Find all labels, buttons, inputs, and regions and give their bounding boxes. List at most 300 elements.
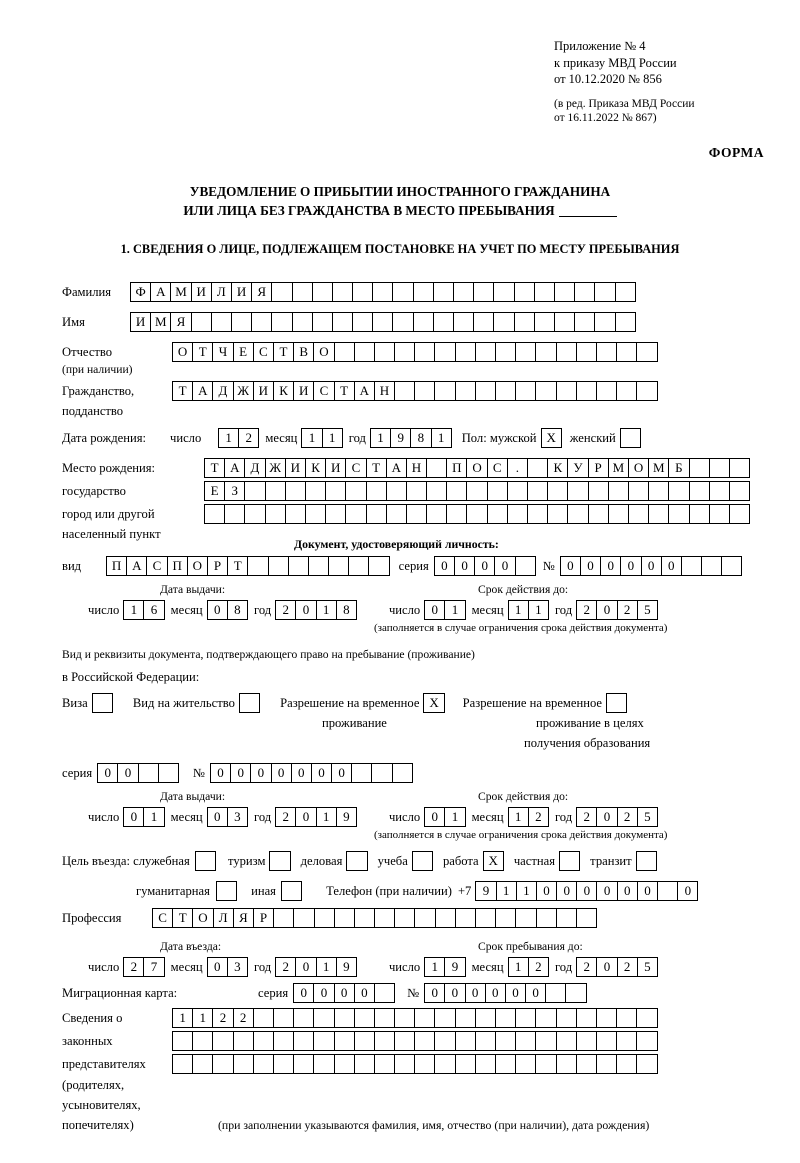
form-cell[interactable] [535, 1031, 556, 1051]
form-cell[interactable] [596, 342, 617, 362]
form-cell[interactable] [681, 556, 702, 576]
form-cell[interactable] [446, 504, 467, 524]
form-cell[interactable]: К [305, 458, 326, 478]
form-cell[interactable]: 1 [143, 807, 164, 827]
form-cell[interactable] [608, 481, 629, 501]
purpose-private-checkbox[interactable] [559, 851, 580, 871]
form-cell[interactable]: Д [244, 458, 265, 478]
form-cell[interactable] [547, 504, 568, 524]
form-cell[interactable] [368, 556, 389, 576]
form-cell[interactable] [636, 381, 657, 401]
form-cell[interactable] [709, 504, 730, 524]
form-cell[interactable] [273, 1008, 294, 1028]
form-cell[interactable] [588, 481, 609, 501]
doc-valid-year-input[interactable] [576, 600, 658, 620]
form-cell[interactable] [475, 908, 496, 928]
form-cell[interactable] [709, 458, 730, 478]
form-cell[interactable] [413, 312, 434, 332]
form-cell[interactable]: 2 [275, 600, 296, 620]
form-cell[interactable] [729, 481, 750, 501]
form-cell[interactable] [346, 851, 367, 871]
form-cell[interactable] [514, 312, 535, 332]
form-cell[interactable]: 2 [617, 957, 638, 977]
entry-month-input[interactable] [207, 957, 248, 977]
form-cell[interactable] [352, 282, 373, 302]
form-cell[interactable] [689, 481, 710, 501]
form-cell[interactable] [576, 342, 597, 362]
form-cell[interactable] [374, 908, 395, 928]
permit-issue-day-input[interactable] [123, 807, 164, 827]
form-cell[interactable]: Ж [233, 381, 254, 401]
form-cell[interactable] [192, 1031, 213, 1051]
form-cell[interactable]: 1 [516, 881, 537, 901]
form-cell[interactable] [616, 381, 637, 401]
form-cell[interactable] [596, 1031, 617, 1051]
form-cell[interactable]: 2 [617, 600, 638, 620]
form-cell[interactable]: Ф [130, 282, 151, 302]
form-cell[interactable] [556, 1031, 577, 1051]
form-cell[interactable]: К [273, 381, 294, 401]
form-cell[interactable]: 8 [410, 428, 431, 448]
birthplace-row-3[interactable] [204, 504, 750, 524]
form-cell[interactable] [394, 1054, 415, 1074]
form-cell[interactable] [265, 504, 286, 524]
surname-input[interactable] [130, 282, 636, 302]
form-cell[interactable]: 0 [576, 881, 597, 901]
form-cell[interactable]: Н [374, 381, 395, 401]
form-cell[interactable] [191, 312, 212, 332]
form-cell[interactable] [615, 282, 636, 302]
form-cell[interactable] [616, 1054, 637, 1074]
purpose-service-checkbox[interactable] [195, 851, 216, 871]
form-cell[interactable] [556, 342, 577, 362]
migration-card-series-input[interactable] [293, 983, 395, 1003]
form-cell[interactable] [507, 481, 528, 501]
form-cell[interactable] [636, 1054, 657, 1074]
form-cell[interactable] [554, 312, 575, 332]
form-cell[interactable]: . [507, 458, 528, 478]
citizenship-input[interactable] [172, 381, 658, 401]
form-cell[interactable]: П [446, 458, 467, 478]
doc-valid-day-input[interactable] [424, 600, 465, 620]
form-cell[interactable]: 0 [485, 983, 506, 1003]
sex-male-checkbox[interactable] [541, 428, 562, 448]
stay-day-input[interactable] [424, 957, 465, 977]
form-cell[interactable]: 1 [123, 600, 144, 620]
form-cell[interactable]: 1 [218, 428, 239, 448]
form-cell[interactable]: 0 [97, 763, 118, 783]
form-cell[interactable]: 0 [505, 983, 526, 1003]
form-cell[interactable] [158, 763, 179, 783]
form-cell[interactable] [305, 481, 326, 501]
firstname-input[interactable] [130, 312, 636, 332]
form-cell[interactable]: Т [273, 342, 294, 362]
form-cell[interactable]: О [313, 342, 334, 362]
form-cell[interactable] [514, 282, 535, 302]
form-cell[interactable]: 0 [424, 600, 445, 620]
form-cell[interactable] [495, 1031, 516, 1051]
legal-rep-row-1[interactable] [172, 1008, 658, 1028]
form-cell[interactable] [515, 556, 536, 576]
form-cell[interactable] [253, 1008, 274, 1028]
form-cell[interactable] [620, 428, 641, 448]
form-cell[interactable]: 1 [508, 600, 529, 620]
form-cell[interactable] [721, 556, 742, 576]
form-cell[interactable] [392, 763, 413, 783]
form-cell[interactable]: 2 [275, 807, 296, 827]
form-cell[interactable] [475, 381, 496, 401]
form-cell[interactable] [608, 504, 629, 524]
form-cell[interactable]: 0 [434, 556, 455, 576]
form-cell[interactable] [251, 312, 272, 332]
form-cell[interactable] [574, 312, 595, 332]
form-cell[interactable] [345, 504, 366, 524]
form-cell[interactable] [636, 342, 657, 362]
form-cell[interactable] [455, 342, 476, 362]
form-cell[interactable]: Л [213, 908, 234, 928]
form-cell[interactable] [567, 481, 588, 501]
form-cell[interactable] [434, 1031, 455, 1051]
form-cell[interactable] [414, 342, 435, 362]
form-cell[interactable]: 0 [560, 556, 581, 576]
form-cell[interactable] [475, 342, 496, 362]
form-cell[interactable] [495, 381, 516, 401]
form-cell[interactable]: 0 [250, 763, 271, 783]
birthplace-row-2[interactable] [204, 481, 750, 501]
form-cell[interactable]: 8 [227, 600, 248, 620]
form-cell[interactable] [535, 342, 556, 362]
form-cell[interactable] [372, 312, 393, 332]
form-cell[interactable] [576, 908, 597, 928]
form-cell[interactable]: 0 [117, 763, 138, 783]
form-cell[interactable]: 0 [525, 983, 546, 1003]
form-cell[interactable] [394, 1031, 415, 1051]
form-cell[interactable] [576, 1008, 597, 1028]
form-cell[interactable]: 0 [331, 763, 352, 783]
form-cell[interactable]: Т [227, 556, 248, 576]
form-cell[interactable] [269, 851, 290, 871]
form-cell[interactable]: 1 [322, 428, 343, 448]
form-cell[interactable]: З [224, 481, 245, 501]
form-cell[interactable] [466, 504, 487, 524]
patronymic-input[interactable] [172, 342, 658, 362]
form-cell[interactable]: 9 [336, 807, 357, 827]
form-cell[interactable]: 0 [677, 881, 698, 901]
form-cell[interactable]: А [192, 381, 213, 401]
form-cell[interactable] [527, 458, 548, 478]
form-cell[interactable] [412, 851, 433, 871]
form-cell[interactable]: 0 [596, 881, 617, 901]
form-cell[interactable]: 5 [637, 600, 658, 620]
form-cell[interactable] [616, 1008, 637, 1028]
form-cell[interactable] [536, 908, 557, 928]
form-cell[interactable] [392, 282, 413, 302]
form-cell[interactable] [455, 381, 476, 401]
form-cell[interactable]: 9 [444, 957, 465, 977]
form-cell[interactable] [354, 1054, 375, 1074]
form-cell[interactable] [138, 763, 159, 783]
form-cell[interactable]: С [487, 458, 508, 478]
stay-year-input[interactable] [576, 957, 658, 977]
form-cell[interactable] [493, 282, 514, 302]
form-cell[interactable]: Ж [265, 458, 286, 478]
form-cell[interactable] [574, 282, 595, 302]
form-cell[interactable]: 1 [316, 957, 337, 977]
form-cell[interactable]: Н [406, 458, 427, 478]
purpose-business-checkbox[interactable] [346, 851, 367, 871]
form-cell[interactable] [413, 282, 434, 302]
purpose-tourism-checkbox[interactable] [269, 851, 290, 871]
form-cell[interactable] [292, 312, 313, 332]
form-cell[interactable]: И [285, 458, 306, 478]
form-cell[interactable]: 0 [641, 556, 662, 576]
form-cell[interactable]: П [167, 556, 188, 576]
form-cell[interactable]: В [293, 342, 314, 362]
visa-checkbox[interactable] [92, 693, 113, 713]
permit-issue-month-input[interactable] [207, 807, 248, 827]
form-cell[interactable] [588, 504, 609, 524]
form-cell[interactable] [253, 1054, 274, 1074]
form-cell[interactable] [334, 1054, 355, 1074]
form-cell[interactable]: 0 [637, 881, 658, 901]
migration-card-number-input[interactable] [424, 983, 587, 1003]
form-cell[interactable]: Т [172, 381, 193, 401]
form-cell[interactable]: 1 [496, 881, 517, 901]
form-cell[interactable]: 0 [123, 807, 144, 827]
form-cell[interactable] [386, 481, 407, 501]
form-cell[interactable] [689, 504, 710, 524]
form-cell[interactable]: 3 [227, 957, 248, 977]
form-cell[interactable]: А [126, 556, 147, 576]
form-cell[interactable] [507, 504, 528, 524]
form-cell[interactable]: 0 [295, 600, 316, 620]
form-cell[interactable] [434, 1008, 455, 1028]
stay-month-input[interactable] [508, 957, 549, 977]
form-cell[interactable] [268, 556, 289, 576]
form-cell[interactable]: Е [233, 342, 254, 362]
form-cell[interactable]: 9 [336, 957, 357, 977]
form-cell[interactable]: А [354, 381, 375, 401]
form-cell[interactable] [212, 1031, 233, 1051]
form-cell[interactable] [648, 504, 669, 524]
profession-input[interactable] [152, 908, 597, 928]
form-cell[interactable] [556, 1008, 577, 1028]
form-cell[interactable] [354, 908, 375, 928]
form-cell[interactable]: 0 [424, 983, 445, 1003]
form-cell[interactable] [354, 1008, 375, 1028]
entry-year-input[interactable] [275, 957, 357, 977]
doc-issue-year-input[interactable] [275, 600, 357, 620]
form-cell[interactable]: Т [204, 458, 225, 478]
form-cell[interactable] [515, 1054, 536, 1074]
form-cell[interactable] [374, 342, 395, 362]
form-cell[interactable]: 0 [207, 807, 228, 827]
form-cell[interactable]: X [423, 693, 444, 713]
form-cell[interactable]: 2 [576, 600, 597, 620]
form-cell[interactable]: 2 [576, 807, 597, 827]
form-cell[interactable]: А [150, 282, 171, 302]
form-cell[interactable]: X [541, 428, 562, 448]
form-cell[interactable]: 1 [528, 600, 549, 620]
form-cell[interactable] [372, 282, 393, 302]
form-cell[interactable] [515, 908, 536, 928]
form-cell[interactable]: X [483, 851, 504, 871]
form-cell[interactable]: 0 [311, 763, 332, 783]
permit-issue-year-input[interactable] [275, 807, 357, 827]
form-cell[interactable]: А [224, 458, 245, 478]
form-cell[interactable] [216, 881, 237, 901]
form-cell[interactable]: С [313, 381, 334, 401]
form-cell[interactable] [545, 983, 566, 1003]
form-cell[interactable] [709, 481, 730, 501]
form-cell[interactable]: Е [204, 481, 225, 501]
form-cell[interactable] [281, 881, 302, 901]
form-cell[interactable]: 2 [212, 1008, 233, 1028]
form-cell[interactable] [446, 481, 467, 501]
form-cell[interactable] [305, 504, 326, 524]
form-cell[interactable]: 0 [596, 957, 617, 977]
form-cell[interactable]: 0 [354, 983, 375, 1003]
form-cell[interactable] [426, 458, 447, 478]
form-cell[interactable] [473, 312, 494, 332]
residence-permit-checkbox[interactable] [239, 693, 260, 713]
form-cell[interactable] [576, 1054, 597, 1074]
form-cell[interactable] [576, 381, 597, 401]
form-cell[interactable] [636, 1008, 657, 1028]
form-cell[interactable] [453, 282, 474, 302]
form-cell[interactable] [434, 342, 455, 362]
phone-input[interactable] [475, 881, 698, 901]
form-cell[interactable] [606, 693, 627, 713]
form-cell[interactable] [288, 556, 309, 576]
form-cell[interactable]: 1 [192, 1008, 213, 1028]
form-cell[interactable] [211, 312, 232, 332]
form-cell[interactable] [325, 504, 346, 524]
form-cell[interactable] [435, 908, 456, 928]
form-cell[interactable] [455, 1008, 476, 1028]
form-cell[interactable]: 5 [637, 957, 658, 977]
legal-rep-row-2[interactable] [172, 1031, 658, 1051]
form-cell[interactable] [414, 1031, 435, 1051]
form-cell[interactable]: 0 [313, 983, 334, 1003]
form-cell[interactable]: 2 [238, 428, 259, 448]
form-cell[interactable] [636, 851, 657, 871]
form-cell[interactable] [515, 342, 536, 362]
form-cell[interactable]: 1 [370, 428, 391, 448]
form-cell[interactable] [374, 1031, 395, 1051]
form-cell[interactable] [689, 458, 710, 478]
form-cell[interactable] [273, 908, 294, 928]
form-cell[interactable] [535, 381, 556, 401]
form-cell[interactable] [334, 1031, 355, 1051]
form-cell[interactable]: Л [211, 282, 232, 302]
form-cell[interactable]: О [172, 342, 193, 362]
form-cell[interactable] [475, 1054, 496, 1074]
form-cell[interactable]: 0 [334, 983, 355, 1003]
form-cell[interactable]: 0 [454, 556, 475, 576]
form-cell[interactable]: И [130, 312, 151, 332]
form-cell[interactable] [314, 908, 335, 928]
permit-valid-year-input[interactable] [576, 807, 658, 827]
form-cell[interactable]: И [231, 282, 252, 302]
form-cell[interactable] [285, 504, 306, 524]
birthplace-row-1[interactable] [204, 458, 750, 478]
form-cell[interactable] [374, 1054, 395, 1074]
form-cell[interactable]: 1 [424, 957, 445, 977]
form-cell[interactable]: 0 [596, 600, 617, 620]
form-cell[interactable]: 0 [295, 807, 316, 827]
form-cell[interactable]: М [608, 458, 629, 478]
birthdate-month-input[interactable] [301, 428, 342, 448]
form-cell[interactable] [515, 381, 536, 401]
form-cell[interactable] [247, 556, 268, 576]
form-cell[interactable] [394, 908, 415, 928]
form-cell[interactable] [426, 481, 447, 501]
form-cell[interactable]: 2 [275, 957, 296, 977]
form-cell[interactable] [466, 481, 487, 501]
form-cell[interactable]: 0 [271, 763, 292, 783]
form-cell[interactable] [535, 1054, 556, 1074]
form-cell[interactable] [475, 1008, 496, 1028]
form-cell[interactable]: С [146, 556, 167, 576]
form-cell[interactable] [668, 504, 689, 524]
form-cell[interactable] [495, 908, 516, 928]
form-cell[interactable] [334, 342, 355, 362]
form-cell[interactable]: 2 [528, 807, 549, 827]
form-cell[interactable] [293, 908, 314, 928]
form-cell[interactable]: И [293, 381, 314, 401]
form-cell[interactable]: 0 [580, 556, 601, 576]
form-cell[interactable] [414, 908, 435, 928]
form-cell[interactable]: У [567, 458, 588, 478]
form-cell[interactable]: Р [588, 458, 609, 478]
form-cell[interactable]: 7 [143, 957, 164, 977]
form-cell[interactable] [244, 504, 265, 524]
form-cell[interactable] [701, 556, 722, 576]
form-cell[interactable]: Т [192, 342, 213, 362]
form-cell[interactable]: О [628, 458, 649, 478]
purpose-study-checkbox[interactable] [412, 851, 433, 871]
form-cell[interactable]: И [325, 458, 346, 478]
form-cell[interactable]: 0 [210, 763, 231, 783]
form-cell[interactable]: 0 [424, 807, 445, 827]
form-cell[interactable] [273, 1054, 294, 1074]
form-cell[interactable]: Р [253, 908, 274, 928]
form-cell[interactable] [414, 1054, 435, 1074]
doc-series-input[interactable] [434, 556, 536, 576]
form-cell[interactable]: 0 [556, 881, 577, 901]
form-cell[interactable]: 2 [233, 1008, 254, 1028]
form-cell[interactable]: Т [366, 458, 387, 478]
form-cell[interactable] [271, 282, 292, 302]
doc-issue-day-input[interactable] [123, 600, 164, 620]
form-cell[interactable] [567, 504, 588, 524]
form-cell[interactable]: Я [233, 908, 254, 928]
form-cell[interactable] [426, 504, 447, 524]
form-cell[interactable] [334, 908, 355, 928]
form-cell[interactable] [527, 481, 548, 501]
form-cell[interactable] [455, 1031, 476, 1051]
form-cell[interactable]: 5 [637, 807, 658, 827]
form-cell[interactable]: 0 [494, 556, 515, 576]
form-cell[interactable] [308, 556, 329, 576]
form-cell[interactable]: 0 [596, 807, 617, 827]
form-cell[interactable] [495, 342, 516, 362]
form-cell[interactable] [434, 381, 455, 401]
form-cell[interactable] [271, 312, 292, 332]
form-cell[interactable] [559, 851, 580, 871]
form-cell[interactable] [204, 504, 225, 524]
